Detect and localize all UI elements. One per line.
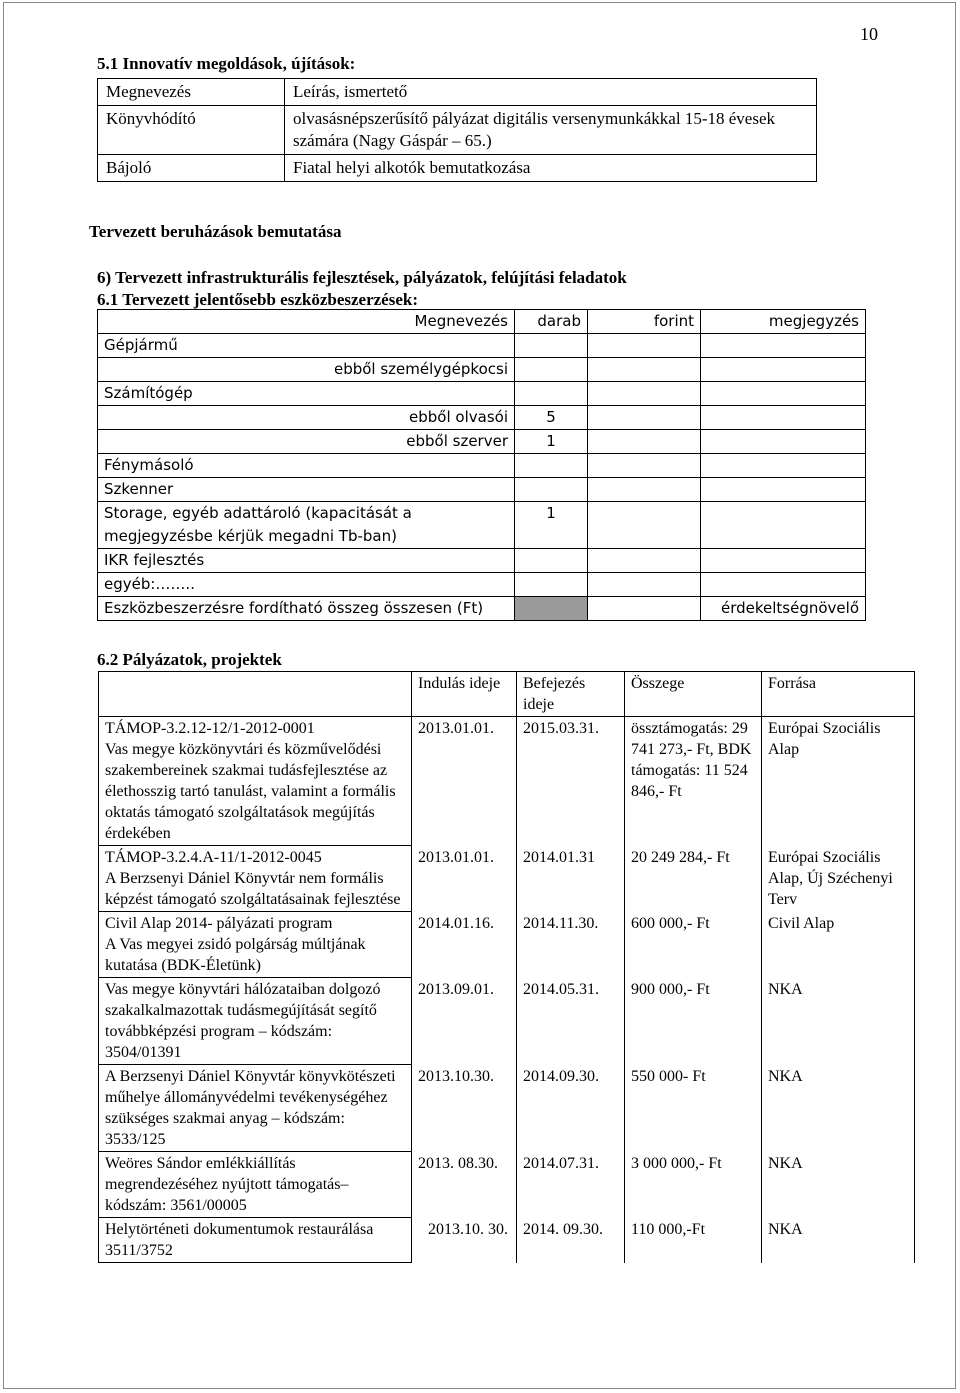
proj-amount: össztámogatás: 29 741 273,- Ft, BDK támogatás: 11 524 846,- Ft [625,717,762,846]
table-row [99,672,915,717]
equip-forint [588,573,701,597]
proj-start: 2013.09.01. [412,978,517,1065]
table-row [98,382,866,406]
table-row [98,478,866,502]
equip-name: Fénymásoló [98,454,515,478]
equip-sub: ebből szerver [98,430,515,454]
equip-name: egyéb:…….. [98,573,515,597]
proj-start: 2013.01.01. [412,846,517,912]
proj-source: NKA [762,1152,915,1218]
equip-note [701,430,866,454]
proj-source: NKA [762,1218,915,1263]
equip-total-label: Eszközbeszerzésre fordítható összeg összesen (Ft) [98,597,515,621]
equip-count [515,382,588,406]
equip-header-note: megjegyzés [701,310,866,334]
proj-code: Civil Alap 2014- pályázati program [105,915,333,932]
table-row [99,1065,915,1152]
proj-code: TÁMOP-3.2.4.A-11/1-2012-0045 [105,849,322,866]
proj-source: Európai Szociális Alap, Új Széchenyi Terv [762,846,915,912]
proj-name: Helytörténeti dokumentumok restaurálása 3511/3752 [99,1218,412,1263]
equip-count: 5 [515,406,588,430]
proj-source: Civil Alap [762,912,915,978]
equip-sub: ebből olvasói [98,406,515,430]
equip-total-note: érdekeltségnövelő [701,597,866,621]
proj-header-source: Forrása [762,672,915,717]
section-51-title: 5.1 Innovatív megoldások, újítások: [97,54,356,73]
equip-count [515,549,588,573]
equip-note [701,549,866,573]
proj-name: A Berzsenyi Dániel Könyvtár könyvkötészeti műhelye állományvédelmi tevékenységéhez szükséges szakmai anyag – kódszám: 3533/125 [99,1065,412,1152]
innov-header-name: Megnevezés [98,79,285,106]
equip-note [701,382,866,406]
proj-code: TÁMOP-3.2.12-12/1-2012-0001 [105,720,315,737]
equip-note [701,502,866,549]
equip-note [701,573,866,597]
table-row [99,1152,915,1218]
equip-forint [588,430,701,454]
equip-count: 1 [515,430,588,454]
equip-header-name: Megnevezés [98,310,515,334]
equip-count [515,358,588,382]
innov-desc: Fiatal helyi alkotók bemutatkozása [285,155,817,182]
proj-name [99,717,412,846]
table-row [99,912,915,978]
equip-count [515,454,588,478]
proj-start: 2013.10.30. [412,1065,517,1152]
proj-start: 2013. 08.30. [412,1152,517,1218]
proj-desc: A Vas megyei zsidó polgárság múltjának kutatása (BDK-Életünk) [105,936,366,974]
equip-count [515,334,588,358]
proj-header-start: Indulás ideje [412,672,517,717]
table-row [99,978,915,1065]
table-row [98,430,866,454]
proj-amount: 900 000,- Ft [625,978,762,1065]
proj-header-end: Befejezés ideje [517,672,625,717]
equip-name: Szkenner [98,478,515,502]
proj-name [99,912,412,978]
equip-forint [588,406,701,430]
proj-header-amount: Összege [625,672,762,717]
equip-forint [588,502,701,549]
proj-start: 2013.10. 30. [412,1218,517,1263]
innov-name: Könyvhódító [98,106,285,155]
table-row [98,502,866,549]
innov-desc: olvasásnépszerűsítő pályázat digitális versenymunkákkal 15-18 évesek számára (Nagy Gáspár – 65.) [285,106,817,155]
equipment-table [97,309,866,621]
equip-forint [588,358,701,382]
proj-amount: 20 249 284,- Ft [625,846,762,912]
table-row [98,454,866,478]
proj-source: NKA [762,978,915,1065]
proj-amount: 550 000- Ft [625,1065,762,1152]
table-row [99,846,915,912]
table-row [98,549,866,573]
table-row [98,573,866,597]
proj-amount: 600 000,- Ft [625,912,762,978]
equip-forint [588,549,701,573]
table-row [98,406,866,430]
proj-header-name [99,672,412,717]
page-number: 10 [860,24,878,44]
table-row [98,597,866,621]
proj-start: 2013.01.01. [412,717,517,846]
proj-end: 2014.11.30. [517,912,625,978]
proj-name: Vas megye könyvtári hálózataiban dolgozó szakalkalmazottak tudásmegújítását segítő továbbképzési program – kódszám: 3504/01391 [99,978,412,1065]
table-row [99,717,915,846]
table-row [99,1218,915,1263]
equip-name: Gépjármű [98,334,515,358]
equip-name: Számítógép [98,382,515,406]
proj-end: 2014.05.31. [517,978,625,1065]
proj-end: 2014.07.31. [517,1152,625,1218]
equip-name: Storage, egyéb adattároló (kapacitását a megjegyzésbe kérjük megadni Tb-ban) [98,502,515,549]
equip-sub: ebből személygépkocsi [98,358,515,382]
table-row [98,155,817,182]
proj-source: Európai Szociális Alap [762,717,915,846]
innov-name: Bájoló [98,155,285,182]
proj-end: 2014.01.31 [517,846,625,912]
equip-name: IKR fejlesztés [98,549,515,573]
equip-header-count: darab [515,310,588,334]
equip-forint [588,478,701,502]
equip-note [701,406,866,430]
table-row [98,79,817,106]
equip-header-forint: forint [588,310,701,334]
proj-end: 2015.03.31. [517,717,625,846]
proj-end: 2014. 09.30. [517,1218,625,1263]
equip-count [515,573,588,597]
heading-beruhazas: Tervezett beruházások bemutatása [89,222,342,241]
equip-forint [588,334,701,358]
equip-forint [588,382,701,406]
table-row [98,334,866,358]
equip-count: 1 [515,502,588,549]
table-row [98,310,866,334]
proj-amount: 3 000 000,- Ft [625,1152,762,1218]
equip-note [701,454,866,478]
proj-desc: A Berzsenyi Dániel Könyvtár nem formális képzést támogató szolgáltatásainak fejlesztése [105,870,401,908]
proj-name: Weöres Sándor emlékkiállítás megrendezéséhez nyújtott támogatás– kódszám: 3561/00005 [99,1152,412,1218]
heading-6: 6) Tervezett infrastrukturális fejlesztések, pályázatok, felújítási feladatok [97,268,627,287]
proj-end: 2014.09.30. [517,1065,625,1152]
innov-header-desc: Leírás, ismertető [285,79,817,106]
equip-count [515,478,588,502]
proj-amount: 110 000,-Ft [625,1218,762,1263]
equip-note [701,358,866,382]
proj-source: NKA [762,1065,915,1152]
proj-name [99,846,412,912]
equip-note [701,334,866,358]
proj-start: 2014.01.16. [412,912,517,978]
table-row [98,358,866,382]
heading-61: 6.1 Tervezett jelentősebb eszközbeszerzések: [97,290,419,309]
innovations-table [97,78,817,182]
equip-total-grey-cell [515,597,588,621]
equip-total-forint [588,597,701,621]
proj-desc: Vas megye közkönyvtári és közművelődési szakembereinek szakmai tudásfejlesztése az élethosszig tartó tanulást, valamint a formális oktatás támogató szolgáltatások megújítás érdekében [105,741,396,842]
heading-62: 6.2 Pályázatok, projektek [97,650,282,669]
table-row [98,106,817,155]
equip-note [701,478,866,502]
projects-table [98,671,915,1263]
equip-forint [588,454,701,478]
